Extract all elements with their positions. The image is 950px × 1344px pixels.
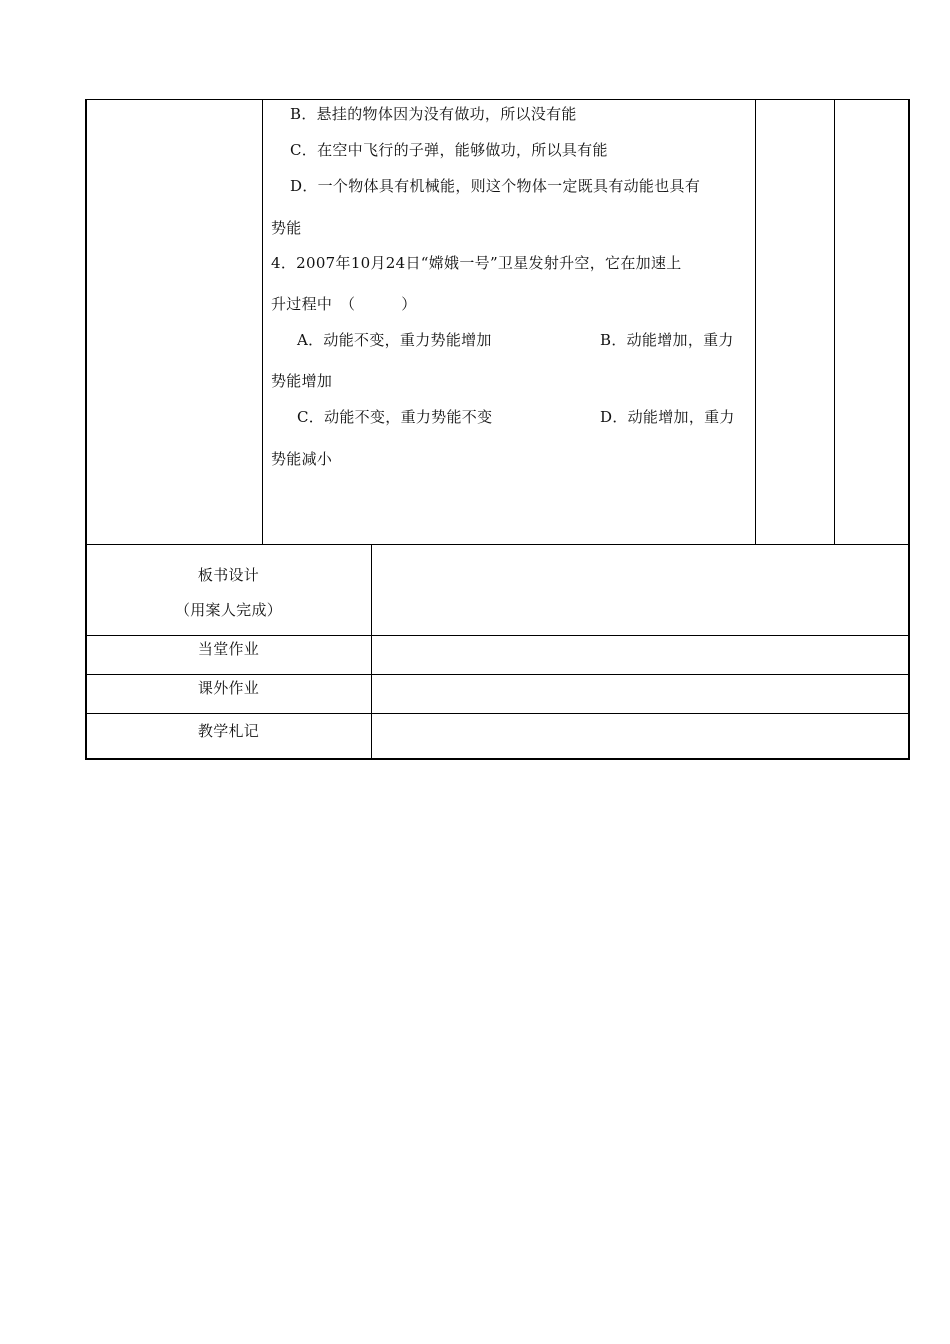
- question-4-text: 4．2007年10月24日“嫦娥一号”卫星发射升空，它在加速上: [271, 254, 682, 272]
- q4-option-d: D．动能增加，重力: [600, 408, 735, 426]
- option-d-text: D．一个物体具有机械能，则这个物体一定既具有动能也具有: [290, 177, 701, 195]
- q4-option-b-wrap: 势能增加: [271, 372, 333, 390]
- class-homework-label: 当堂作业: [197, 640, 260, 658]
- lower-divider: [371, 544, 372, 759]
- option-b-text: B．悬挂的物体因为没有做功，所以没有能: [290, 105, 577, 123]
- upper-divider-2: [755, 100, 756, 544]
- board-design-label: 板书设计: [197, 566, 260, 584]
- q4-option-a: A．动能不变，重力势能增加: [297, 331, 492, 349]
- option-c-text: C．在空中飞行的子弹，能够做功，所以具有能: [290, 141, 608, 159]
- row-line-1: [86, 544, 909, 545]
- q4-option-c: C．动能不变，重力势能不变: [297, 408, 493, 426]
- q4-option-d-wrap: 势能减小: [271, 450, 333, 468]
- upper-divider-1: [262, 100, 263, 544]
- teaching-notes-label: 教学札记: [197, 722, 260, 740]
- row-line-3: [86, 674, 909, 675]
- row-line-2: [86, 635, 909, 636]
- option-d-wrap: 势能: [271, 219, 302, 237]
- outside-homework-label: 课外作业: [197, 679, 260, 697]
- upper-divider-3: [834, 100, 835, 544]
- board-design-sublabel: （用案人完成）: [174, 601, 283, 619]
- row-line-4: [86, 713, 909, 714]
- q4-option-b: B．动能增加，重力: [600, 331, 734, 349]
- lesson-table: [85, 99, 910, 760]
- question-4-wrap: 升过程中 （ ）: [271, 295, 417, 313]
